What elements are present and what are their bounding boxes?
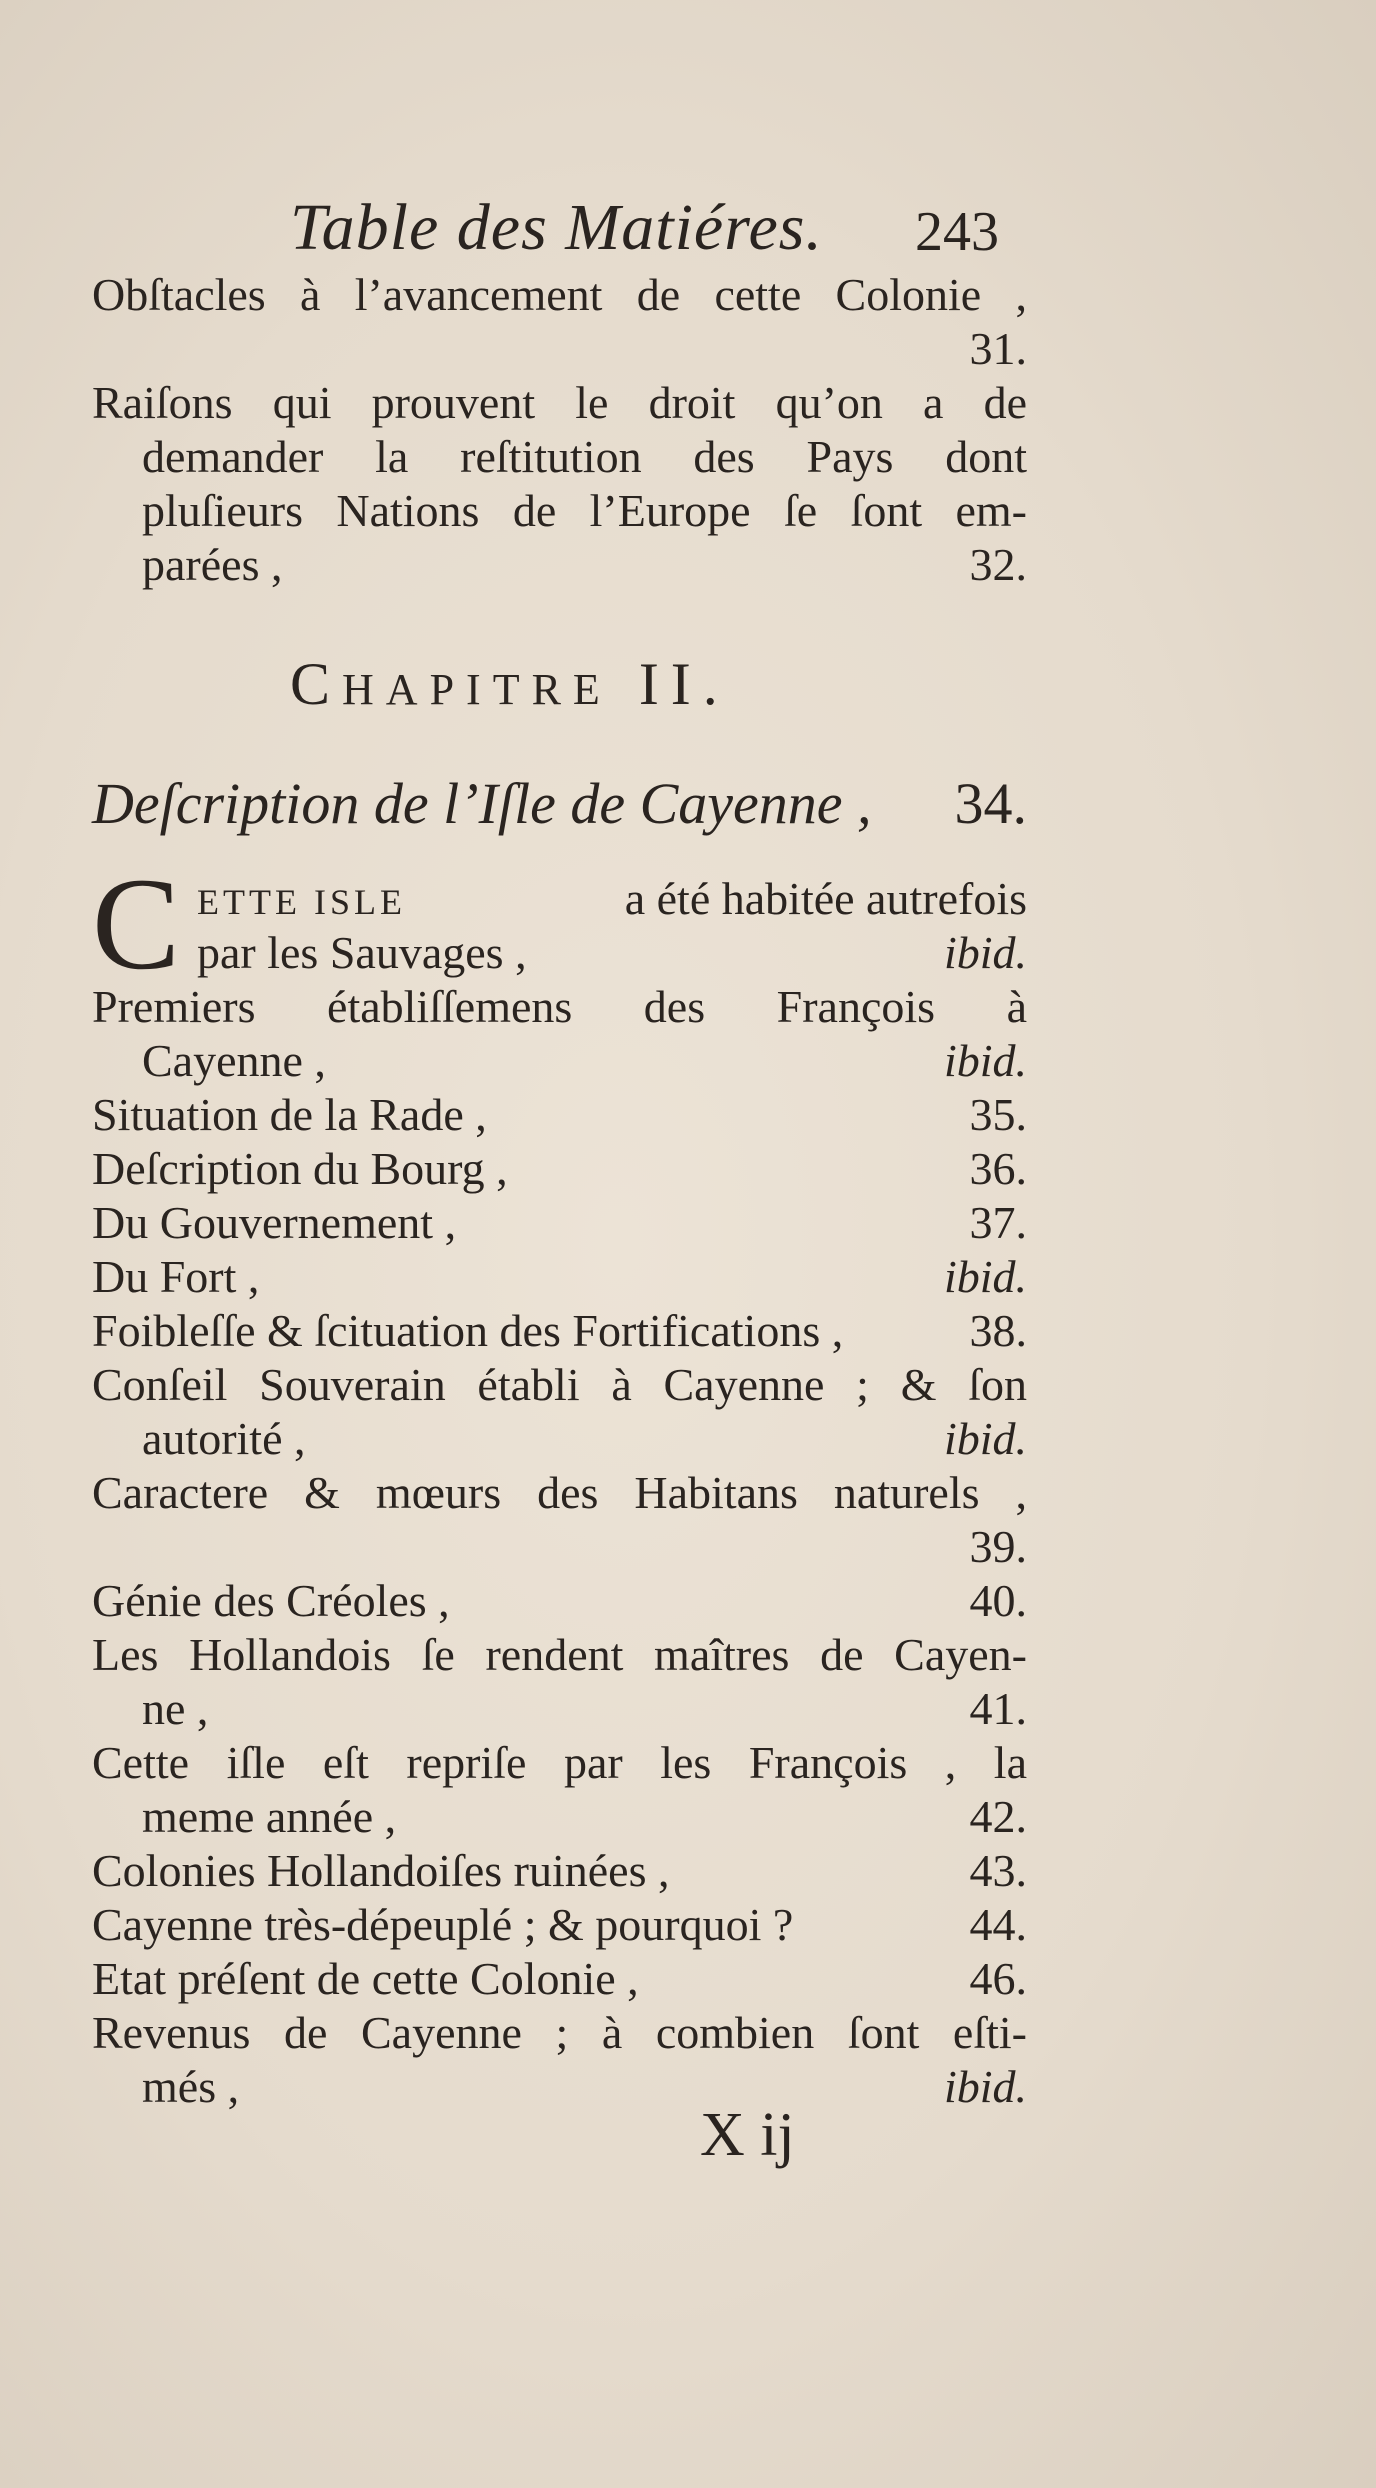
drop-cap: C (92, 850, 181, 997)
entry-ref: 44. (969, 1899, 1027, 1950)
toc-entry: Cayenne très-dépeuplé ; & pourquoi ? 44. (92, 1899, 1027, 1950)
toc-entry: Du Fort , ibid. (92, 1251, 1027, 1302)
entry-line: Obſtacles à l’avancement de cette Colonie , (92, 269, 1027, 320)
entry-ref: 38. (969, 1305, 1027, 1356)
entry-ref: ibid. (943, 1251, 1027, 1302)
page-number: 243 (915, 201, 999, 263)
entry-line: demander la reſtitution des Pays dont (142, 431, 1027, 482)
entry-ref: 39. (969, 1521, 1027, 1572)
entry-ref: 43. (969, 1845, 1027, 1896)
chapter-ref: 34. (954, 771, 1027, 836)
entry-line: pluſieurs Nations de l’Europe ſe ſont em- (142, 485, 1027, 536)
chapter-heading: CHAPITRE II. (290, 651, 730, 717)
toc-entry: Premiers établiſſemens des François à Cayenne , ibid. (92, 981, 1027, 1086)
toc-entry: Génie des Créoles , 40. (92, 1575, 1027, 1626)
toc-entry: Etat préſent de cette Colonie , 46. (92, 1953, 1027, 2004)
toc-entry: Les Hollandois ſe rendent maîtres de Cayen- ne , 41. (92, 1629, 1027, 1734)
entry-line: Raiſons qui prouvent le droit qu’on a de (92, 377, 1027, 428)
chapter-title: Deſcription de l’Iſle de Cayenne , 34. (92, 771, 1027, 836)
toc-entry: Revenus de Cayenne ; à combien ſont eſti- més , ibid. (92, 2007, 1027, 2112)
toc-entry: Caractere & mœurs des Habitans naturels , 39. (92, 1467, 1027, 1572)
entry-ref: ibid. (943, 1413, 1027, 1464)
toc-entry: Deſcription du Bourg , 36. (92, 1143, 1027, 1194)
toc-entry: Foibleſſe & ſcituation des Fortifications , 38. (92, 1305, 1027, 1356)
entry-line: par les Sauvages , ibid. (197, 927, 1027, 978)
entry-ref: 41. (969, 1683, 1027, 1734)
entry-ref: 42. (969, 1791, 1027, 1842)
entry-ref: ibid. (943, 2061, 1027, 2112)
toc-entry: Colonies Hollandoiſes ruinées , 43. (92, 1845, 1027, 1896)
entry-line: ETTE ISLE a été habitée autrefois (197, 873, 1027, 924)
entry-ref: 36. (969, 1143, 1027, 1194)
toc-entry: Situation de la Rade , 35. (92, 1089, 1027, 1140)
toc-entry: Conſeil Souverain établi à Cayenne ; & ſon autorité , ibid. (92, 1359, 1027, 1464)
toc-entry: Cette iſle eſt repriſe par les François , la meme année , 42. (92, 1737, 1027, 1842)
entry-text: parées , (142, 539, 283, 590)
entry-ref: ibid. (943, 927, 1027, 978)
entry-smallcaps: ETTE ISLE (197, 882, 406, 922)
entry-ref: ibid. (943, 1035, 1027, 1086)
signature-mark: X ij (700, 2101, 795, 2169)
entry-ref: 40. (969, 1575, 1027, 1626)
entry-ref: 35. (969, 1089, 1027, 1140)
entry-ref: 46. (969, 1953, 1027, 2004)
entry-ref: 37. (969, 1197, 1027, 1248)
toc-entry (92, 376, 1027, 592)
entry-ref: 32. (969, 539, 1027, 590)
entry-line (92, 538, 1027, 592)
running-header-title: Table des Matiéres. (290, 191, 823, 264)
toc-entry-first (92, 872, 1027, 980)
entry-ref: 31. (969, 323, 1027, 374)
toc-entry: Du Gouvernement , 37. (92, 1197, 1027, 1248)
entry-ref-line (92, 322, 1027, 376)
toc-entry (92, 268, 1027, 376)
chapter-numeral: II. (638, 651, 730, 717)
